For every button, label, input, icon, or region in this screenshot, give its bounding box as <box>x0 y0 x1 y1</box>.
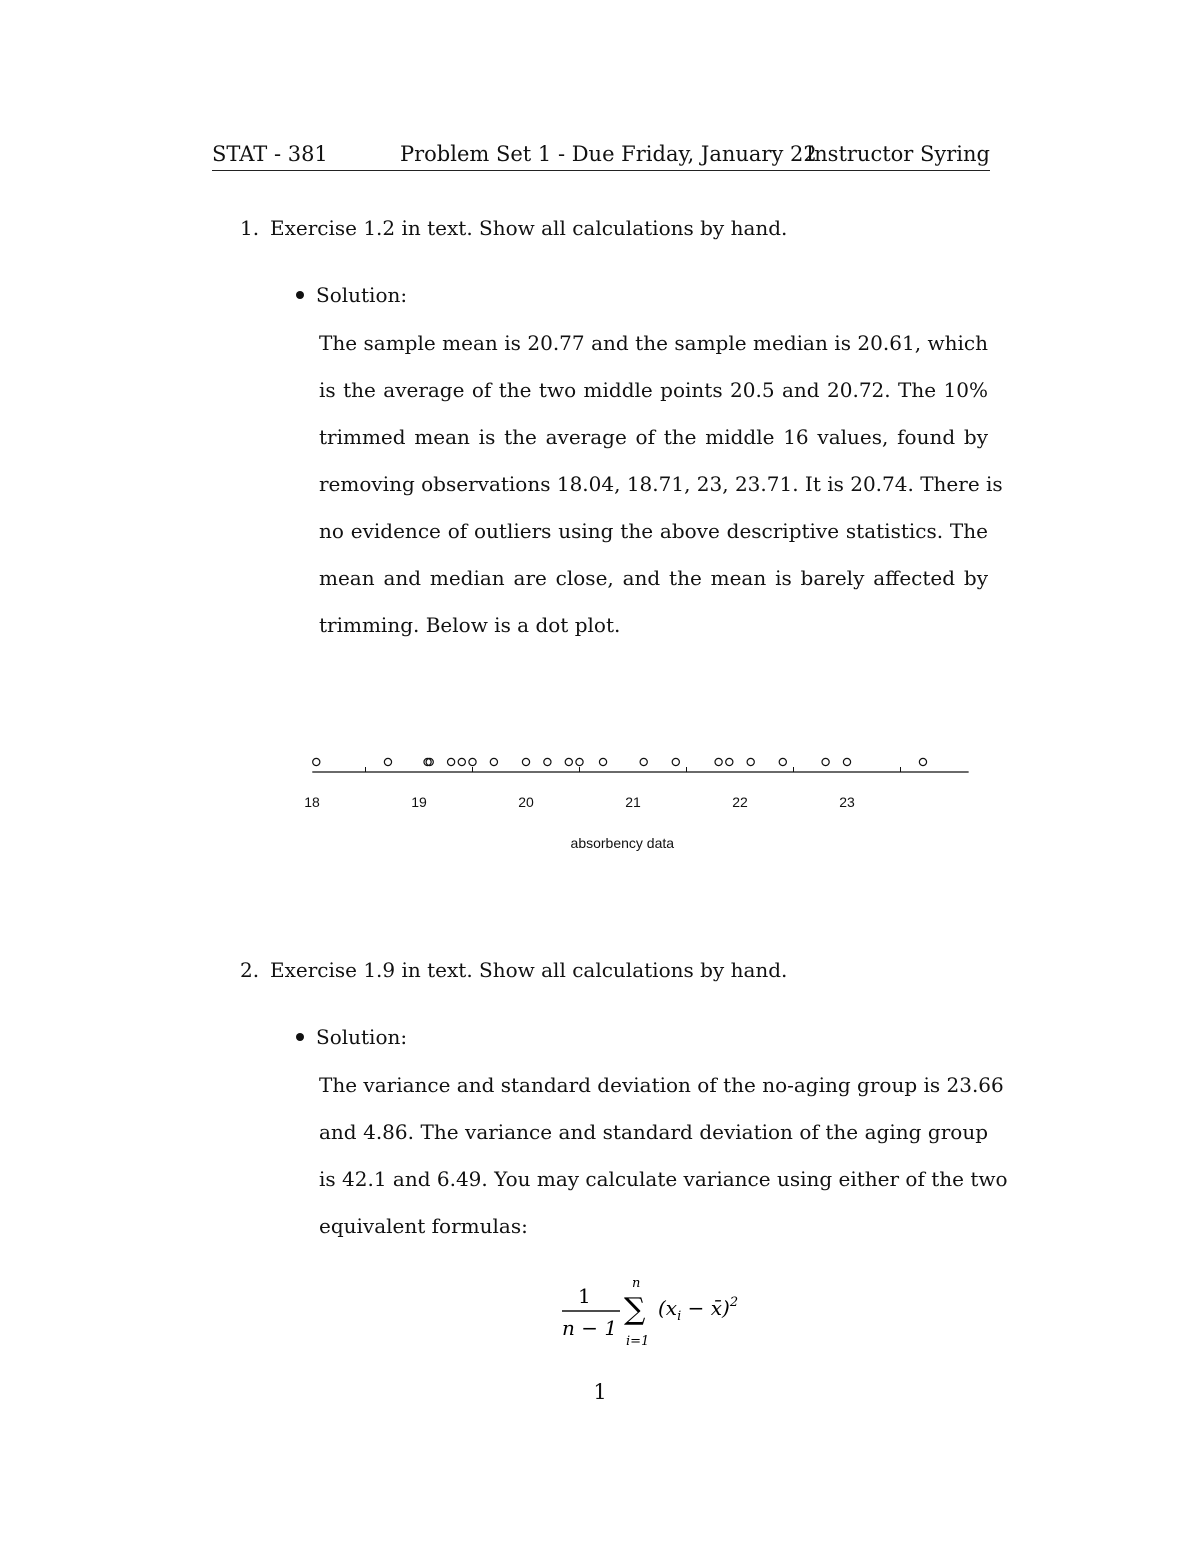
text-line: mean and median are close, and the mean is barely affected by <box>319 566 988 590</box>
data-point <box>384 758 391 765</box>
fraction-denominator: n − 1 <box>562 1316 618 1340</box>
tick-label: 18 <box>304 794 320 810</box>
data-point <box>822 758 829 765</box>
sum-lower-limit: i=1 <box>626 1334 650 1349</box>
tick-label: 20 <box>518 794 534 810</box>
tick-label: 21 <box>625 794 641 810</box>
formula-svg <box>556 1275 766 1355</box>
text-line: equivalent formulas: <box>319 1214 528 1238</box>
tick-label: 23 <box>839 794 855 810</box>
data-point <box>672 758 679 765</box>
data-point <box>726 758 733 765</box>
fraction-numerator: 1 <box>578 1284 591 1308</box>
problem-number: 1. <box>240 216 260 240</box>
dot-plot-svg <box>240 740 970 860</box>
tick-label: 22 <box>732 794 748 810</box>
text-line: is the average of the two middle points 20.5 and 20.72. The 10% <box>319 378 988 402</box>
text-line: trimmed mean is the average of the middle 16 values, found by <box>319 425 988 449</box>
solution-heading <box>296 1025 407 1049</box>
problem-set-title: Problem Set 1 - Due Friday, January 22 <box>400 142 817 166</box>
data-point <box>469 758 476 765</box>
data-point <box>448 758 455 765</box>
data-point <box>779 758 786 765</box>
problem-prompt: Exercise 1.2 in text. Show all calculations by hand. <box>270 216 788 240</box>
data-point <box>640 758 647 765</box>
solution-text-1 <box>319 330 1003 659</box>
instructor-name: Instructor Syring <box>805 142 990 166</box>
page-header <box>212 140 990 171</box>
text-line: The variance and standard deviation of the no-aging group is 23.66 <box>319 1073 1004 1097</box>
problem-prompt: Exercise 1.9 in text. Show all calculations by hand. <box>270 958 788 982</box>
dot-plot <box>240 740 970 860</box>
data-point <box>747 758 754 765</box>
text-line: removing observations 18.04, 18.71, 23, 23.71. It is 20.74. There is <box>319 472 1003 496</box>
variance-formula <box>556 1275 766 1355</box>
data-point <box>715 758 722 765</box>
data-point <box>919 758 926 765</box>
data-point <box>544 758 551 765</box>
bullet-icon <box>296 291 304 299</box>
solution-heading <box>296 283 407 307</box>
summation-icon: ∑ <box>624 1292 646 1327</box>
text-line: The sample mean is 20.77 and the sample median is 20.61, which <box>319 331 988 355</box>
x-axis-label: absorbency data <box>570 835 675 851</box>
course-code: STAT - 381 <box>212 142 328 166</box>
data-point <box>313 758 320 765</box>
text-line: and 4.86. The variance and standard deviation of the aging group <box>319 1120 988 1144</box>
data-point <box>576 758 583 765</box>
text-line: trimming. Below is a dot plot. <box>319 613 621 637</box>
text-line: no evidence of outliers using the above descriptive statistics. The <box>319 519 988 543</box>
text-line: is 42.1 and 6.49. You may calculate variance using either of the two <box>319 1167 1008 1191</box>
bullet-icon <box>296 1033 304 1041</box>
data-point <box>565 758 572 765</box>
data-point <box>843 758 850 765</box>
tick-label: 19 <box>411 794 427 810</box>
data-point <box>458 758 465 765</box>
page-number: 1 <box>593 1380 607 1404</box>
data-point <box>599 758 606 765</box>
solution-label: Solution: <box>316 1025 408 1049</box>
solution-label: Solution: <box>316 283 408 307</box>
solution-text-2 <box>319 1072 1008 1260</box>
problem-number: 2. <box>240 958 260 982</box>
data-point <box>522 758 529 765</box>
data-point <box>490 758 497 765</box>
sum-upper-limit: n <box>632 1276 641 1291</box>
formula-body: ($x_i$ − x̄)$^2$ <box>658 1295 739 1324</box>
